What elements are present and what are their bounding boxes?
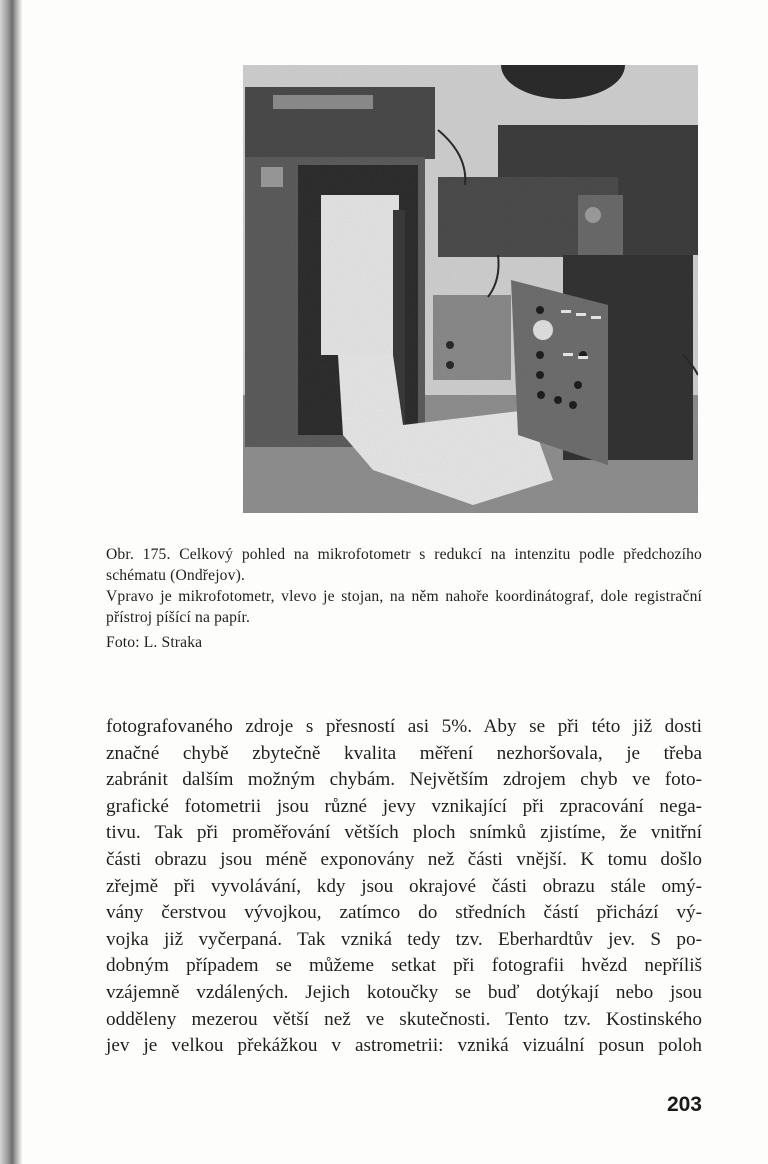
body-paragraph	[106, 714, 702, 1060]
figure-photo	[243, 65, 698, 513]
text-line: vány čerstvou vývojkou, zatímco do středních částí přichází vý-	[106, 902, 702, 924]
text-line: odděleny mezerou větší než ve skutečnosti. Tento tzv. Kostinského	[106, 1008, 702, 1030]
caption-line: Vpravo je mikrofotometr, vlevo je stojan, na něm nahoře koordinátograf, dole registrační přístroj píšící na papír.	[106, 588, 702, 626]
text-line: zřejmě při vyvolávání, kdy jsou okrajové části obrazu stále omý-	[106, 875, 702, 897]
text-line: jev je velkou překážkou v astrometrii: vzniká vizuální posun poloh	[106, 1035, 702, 1057]
page-binding-shadow	[0, 0, 22, 1164]
text-line: části obrazu jsou méně exponovány než části vnější. K tomu došlo	[106, 848, 702, 870]
figure-caption	[106, 544, 702, 653]
text-line: vzájemně vzdálených. Jejich kotoučky se buď dotýkají nebo jsou	[106, 981, 702, 1003]
microphotometer-photo	[243, 65, 698, 513]
caption-line: Obr. 175. Celkový pohled na mikrofotometr s redukcí na intenzitu podle předchozího schématu (Ondřejov).	[106, 546, 702, 584]
text-line: značné chybě zbytečně kvalita měření nezhoršovala, je třeba	[106, 742, 702, 764]
text-line: fotografovaného zdroje s přesností asi 5%. Aby se při této již dosti	[106, 716, 702, 737]
text-line: dobným případem se můžeme setkat při fotografii hvězd nepříliš	[106, 955, 702, 977]
page-number: 203	[666, 1093, 702, 1116]
text-line: grafické fotometrii jsou různé jevy vznikající při zpracování nega-	[106, 795, 702, 817]
text-line: zabránit dalším možným chybám. Největším zdrojem chyb ve foto-	[106, 769, 702, 791]
text-line: tivu. Tak při proměřování větších ploch snímků zjistíme, že vnitřní	[106, 822, 702, 844]
text-line: vojka již vyčerpaná. Tak vzniká tedy tzv. Eberhardtův jev. S po-	[106, 928, 702, 950]
photo-credit: Foto: L. Straka	[106, 634, 203, 651]
